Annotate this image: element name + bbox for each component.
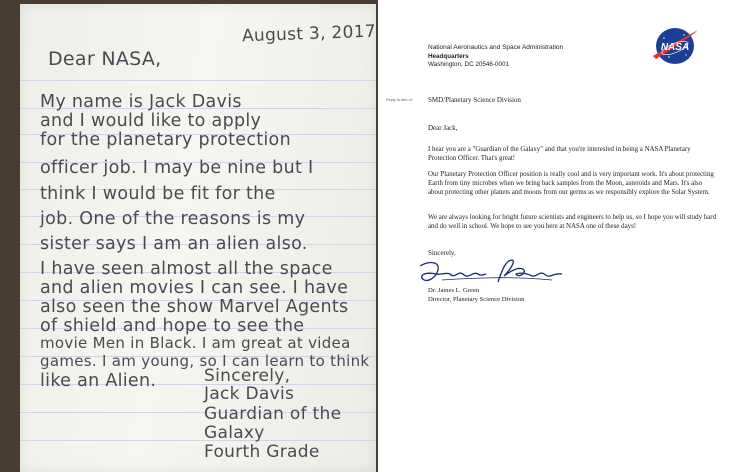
letter-line: like an Alien.	[40, 371, 157, 391]
letter-paragraph: I hear you are a "Guardian of the Galaxy" and that you're interested in being a NASA Planetary Protection Officer. That's great!	[428, 146, 691, 162]
signature-line: Fourth Grade	[204, 442, 320, 462]
division-line: SMD/Planetary Science Division	[428, 96, 521, 104]
letter-paragraph: We are always looking for bright future scientists and engineers to help us, so I hope you will study hard and do well in school. We hope to see you here at NASA one of these days!	[428, 214, 717, 230]
closing: Sincerely,	[428, 249, 456, 257]
letter-line: also seen the show Marvel Agents	[40, 297, 349, 317]
notebook-paper	[20, 4, 376, 472]
nasa-logo-icon	[650, 26, 700, 66]
signature-line: Guardian of the	[204, 404, 342, 424]
reply-attn-label: Reply to Attn of:	[386, 98, 413, 102]
letter-paragraph: Our Planetary Protection Officer position is really cool and is very important work. It's about protecting Earth from tiny microbes when we bring back samples from the Moon, asteroids and Mars. It's also about protecting other planets and moons from our germs as we responsibly explore the Solar System.	[428, 171, 714, 196]
nasa-reply-letter	[378, 0, 754, 472]
hq-address: Washington, DC 20546-0001	[428, 61, 509, 68]
letter-line: job. One of the reasons is my	[40, 209, 306, 229]
salutation: Dear Jack,	[428, 124, 458, 132]
letter-line: officer job. I may be nine but I	[40, 158, 314, 178]
hq-label: Headquarters	[428, 53, 469, 60]
letter-line: for the planetary protection	[40, 130, 291, 150]
logo-text: NASA	[660, 42, 690, 53]
signature-line: Galaxy	[204, 423, 265, 443]
letter-line: sister says I am an alien also.	[40, 234, 308, 254]
letter-line: My name is Jack Davis	[40, 92, 242, 112]
ruled-line	[20, 440, 376, 441]
signer-title: Director, Planetary Science Division	[428, 296, 525, 303]
signer-name: Dr. James L. Green	[428, 287, 480, 294]
letter-line: movie Men in Black. I am great at videa	[40, 334, 351, 352]
letter-date: August 3, 2017	[241, 21, 377, 47]
agency-name: National Aeronautics and Space Administration	[428, 44, 564, 51]
handwritten-signature-icon	[412, 256, 582, 288]
letter-line: I have seen almost all the space	[40, 259, 333, 279]
letter-line: of shield and hope to see the	[40, 316, 305, 336]
ruled-line	[20, 80, 376, 81]
signature-line: Jack Davis	[204, 384, 295, 404]
letter-line: think I would be fit for the	[40, 184, 276, 204]
hq-address-block	[428, 53, 509, 69]
letter-greeting: Dear NASA,	[48, 48, 162, 70]
letter-closing: Sincerely,	[204, 366, 291, 386]
letter-line: and alien movies I can see. I have	[40, 278, 349, 298]
letter-line: and I would like to apply	[40, 111, 262, 131]
letter-line: games. I am young, so I can learn to think	[40, 352, 370, 370]
